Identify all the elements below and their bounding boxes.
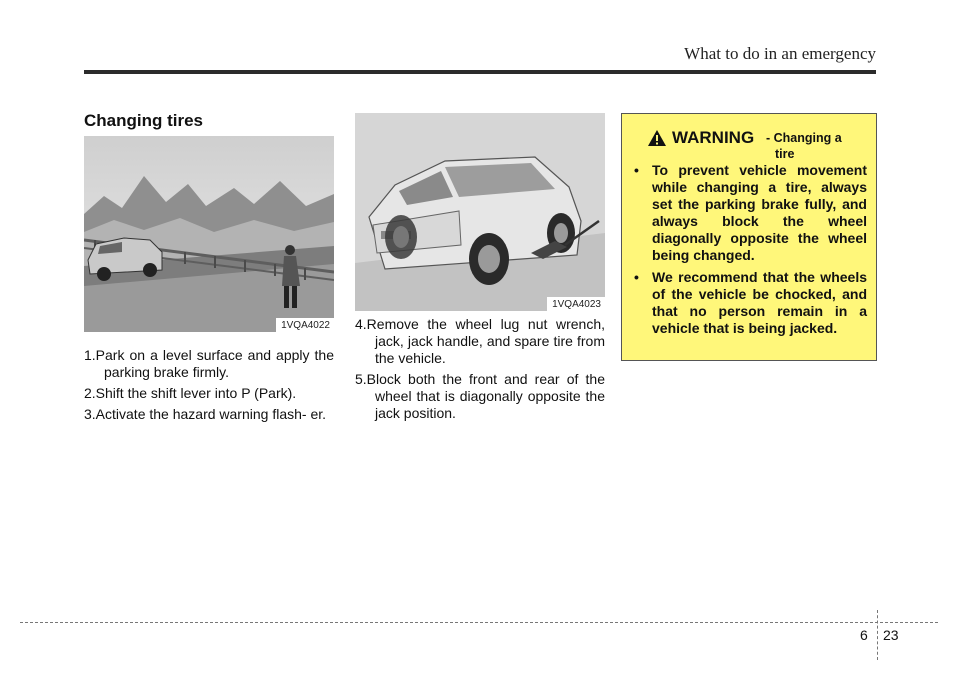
figure-code: 1VQA4022 [276, 318, 334, 332]
suv-spare-tire-jack-illustration [355, 113, 605, 311]
header-rule [84, 70, 876, 74]
step-1: 1.Park on a level surface and apply the parking brake firmly. [84, 347, 334, 380]
footer-rule [20, 622, 938, 623]
warning-box [621, 113, 877, 361]
steps-middle [355, 316, 605, 426]
step-5: 5.Block both the front and rear of the wheel that is diagonally opposite the jack position. [355, 371, 605, 421]
header-title: What to do in an emergency [684, 44, 876, 63]
steps-left [84, 347, 334, 427]
step-2: 2.Shift the shift lever into P (Park). [84, 385, 297, 401]
step-3: 3.Activate the hazard warning flash- er. [84, 406, 327, 422]
step-4: 4.Remove the wheel lug nut wrench, jack, jack handle, and spare tire from the vehicle. [355, 316, 605, 366]
warning-bullet-text: To prevent vehicle movement while changing a tire, always set the parking brake fully, and always block the wheel diagonally opposite the wheel being changed. [652, 162, 867, 263]
section-title: Changing tires [84, 111, 204, 130]
warning-bullet-text: We recommend that the wheels of the vehicle be chocked, and that no person remain in a vehicle that is being jacked. [652, 269, 867, 336]
warning-triangle-icon [648, 130, 666, 146]
figure-code: 1VQA4023 [547, 297, 605, 311]
warning-subject-cont: tire [775, 147, 795, 161]
figure-suv-spare [355, 113, 605, 311]
footer-divider [877, 610, 878, 660]
warning-subject: - Changing a [766, 131, 842, 145]
roadside-car-driver-illustration [84, 136, 334, 332]
chapter-number: 6 [860, 627, 868, 643]
warning-label: WARNING [672, 128, 755, 147]
warning-bullet [632, 162, 867, 264]
warning-bullet [632, 269, 867, 337]
warning-header [632, 122, 867, 162]
page-number: 23 [883, 627, 899, 643]
bullet-icon: • [634, 269, 639, 285]
figure-roadside [84, 136, 334, 332]
bullet-icon: • [634, 162, 639, 178]
